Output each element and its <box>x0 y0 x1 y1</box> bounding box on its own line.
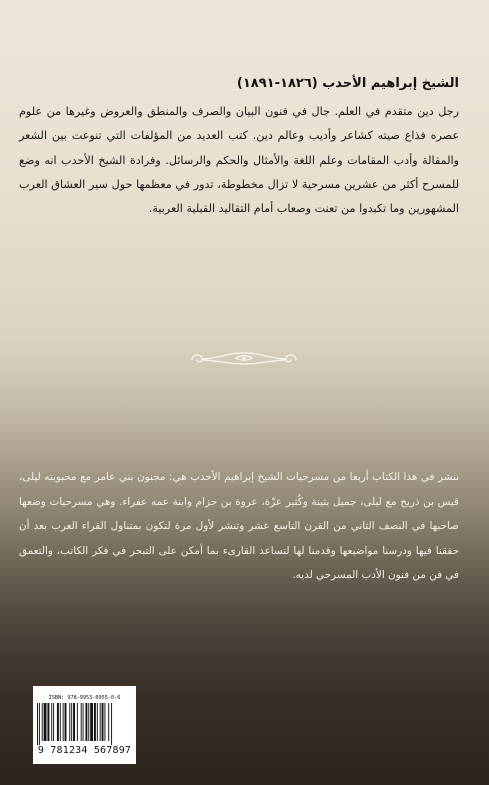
barcode-bar <box>94 703 96 741</box>
book-description: ننشر في هذا الكتاب أربعا من مسرحيات الشيخ إبراهيم الأحدب هي: مجنون بني عامر مع محبوبته ليلى، قيس بن ذريح مع ليلى، جميل بثينة وكُثير عزّة، عروة بن حزام وابنة عمه عفراء. وهي مسرحيات وضعها صاحبها في النصف الثاني من القرن التاسع عشر وتنشر لأول مرة لتكون بمتناول القراء العرب بعد أن حققنا فيها ودرسنا مواضيعها وقدمنا لها لتساعد القارىء بما أمكن على التبحر في فكر الكاتب، والتعمق في فن من فنون الأدب المسرحي لديه. <box>19 471 459 582</box>
barcode-bar <box>108 703 109 741</box>
barcode-bar <box>100 703 101 741</box>
author-bio: رجل دين متقدم في العلم. جال في فنون البيان والصرف والمنطق والعروض وغيرها من علوم عصره فذاع صيته كشاعر وأديب وعالم دين. كتب العديد من المؤلفات التي تنوعت بين الشعر والمقالة وأدب المقامات وعلم اللغة والأمثال والحكم والرسائل. وفرادة الشيخ الأحدب انه وضع للمسرح أكثر من عشرين مسرحية لا تزال مخطوطة، تدور في معظمها حول سير العشاق العرب المشهورين وما تكبدوا من تعنت وصعاب أمام التقاليد القبلية العربية. <box>19 105 459 216</box>
barcode-bar <box>47 703 49 741</box>
barcode-bars-icon <box>37 703 133 745</box>
barcode-bar <box>51 703 52 741</box>
barcode-bar <box>102 703 104 741</box>
barcode-bar <box>85 703 87 741</box>
barcode-bar <box>37 703 38 745</box>
barcode-bar <box>77 703 78 741</box>
barcode-bar <box>69 703 70 741</box>
barcode-digits: 9 781234 567897 <box>37 745 132 756</box>
barcode-bar <box>39 703 40 745</box>
barcode-bar <box>63 703 64 741</box>
barcode-bar <box>42 703 43 741</box>
barcode-bar <box>104 703 105 741</box>
barcode-bar <box>44 703 47 741</box>
barcode-bar <box>111 703 112 745</box>
author-title: الشيخ إبراهيم الأحدب (١٨٢٦-١٨٩١) <box>236 76 459 91</box>
isbn-label: ISBN: 978-9953-0955-0-6 <box>48 695 121 701</box>
barcode-bar <box>53 703 54 741</box>
barcode-bar <box>73 703 75 741</box>
barcode-bar <box>90 703 93 741</box>
barcode-bar <box>60 703 61 741</box>
barcode-bar <box>57 703 59 741</box>
barcode-bar <box>71 703 72 741</box>
ornament-divider-icon <box>188 346 300 370</box>
barcode-bar <box>88 703 89 741</box>
barcode-bar <box>65 703 67 741</box>
barcode-bar <box>81 703 82 741</box>
barcode-bar <box>97 703 98 741</box>
barcode-bar <box>83 703 84 741</box>
